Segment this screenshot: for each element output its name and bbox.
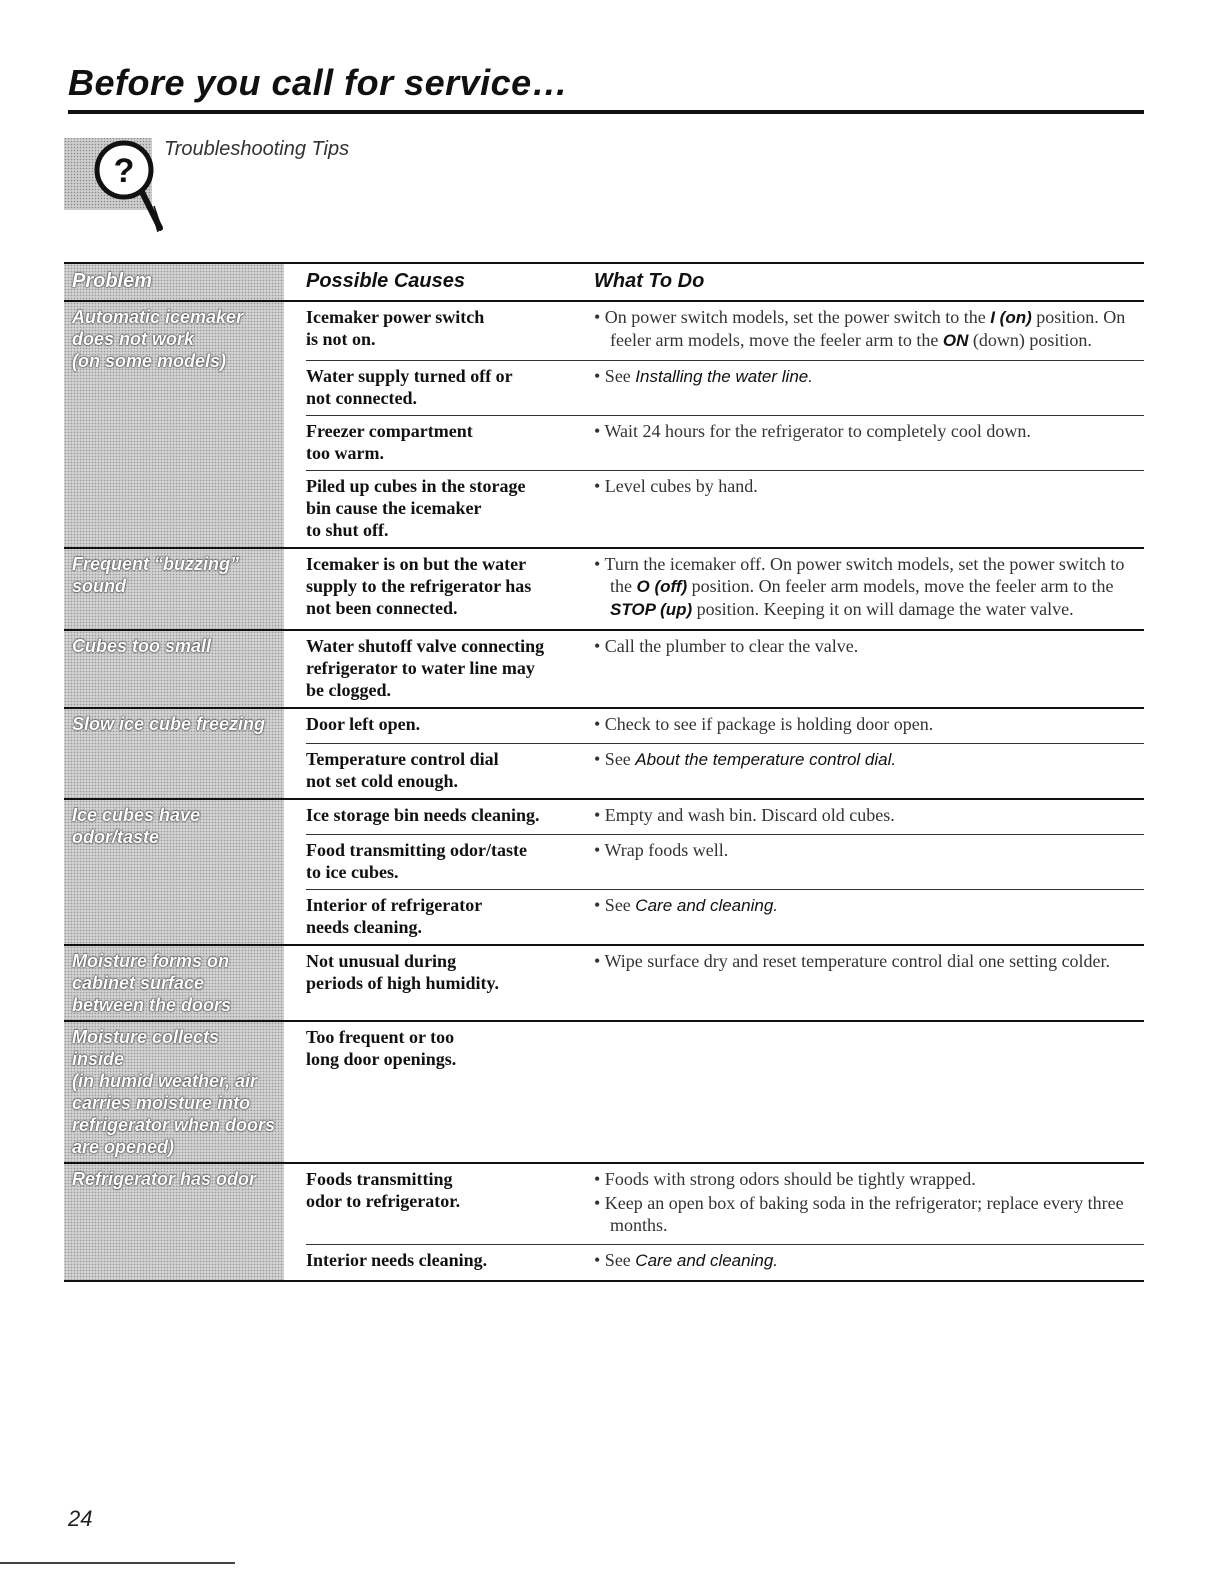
page-number: 24 [68, 1506, 93, 1531]
problem-group [64, 302, 1144, 549]
remedy-item [594, 635, 1144, 657]
problem-label: Moisture forms on cabinet surface between the doors [72, 951, 232, 1015]
problem-group [64, 1164, 1144, 1282]
page-title: Before you call for service… [68, 62, 569, 103]
cause-row [306, 709, 1144, 744]
problem-group [64, 800, 1144, 946]
what-to-do [594, 1168, 1144, 1238]
header-what-to-do: What To Do [594, 270, 705, 292]
section-reference: Care and cleaning. [635, 1251, 779, 1270]
remedy-text: • See [594, 749, 636, 769]
remedy-text: (down) position. [968, 330, 1092, 350]
section-subtitle: Troubleshooting Tips [164, 138, 350, 160]
problem-cell [64, 549, 284, 629]
problem-cell [64, 1022, 284, 1162]
problem-cell [64, 709, 284, 798]
cause-rows [284, 946, 1144, 1020]
switch-position: I (on) [990, 308, 1032, 327]
cause-row [306, 946, 1144, 1000]
remedy-item [594, 804, 1144, 826]
remedy-text: • See [594, 366, 636, 386]
section-reference: Care and cleaning. [635, 896, 779, 915]
possible-cause: Freezer compartment too warm. [306, 421, 473, 463]
cause-rows [284, 1022, 1144, 1162]
possible-cause: Door left open. [306, 714, 421, 734]
problem-cell [64, 800, 284, 944]
cause-rows [284, 549, 1144, 629]
remedy-item [594, 553, 1144, 621]
what-to-do [594, 420, 1144, 464]
problem-group [64, 549, 1144, 631]
remedy-text: position. Keeping it on will damage the water valve. [692, 599, 1074, 619]
possible-cause: Interior needs cleaning. [306, 1250, 488, 1270]
problem-label: Ice cubes have odor/taste [72, 805, 201, 847]
problem-groups [64, 302, 1144, 1282]
possible-cause: Interior of refrigerator needs cleaning. [306, 895, 483, 937]
title-rule [68, 110, 1144, 114]
troubleshooting-magnifier-icon [64, 128, 176, 250]
remedy-text: • Turn the icemaker off. On power switch models, set the power switch to the [594, 554, 1125, 596]
header-problem: Problem [72, 270, 153, 292]
problem-group [64, 709, 1144, 800]
cause-rows [284, 631, 1144, 707]
remedy-item [594, 748, 1144, 771]
what-to-do [594, 713, 1144, 737]
remedy-item [594, 365, 1144, 388]
what-to-do [594, 306, 1144, 354]
cause-row [306, 631, 1144, 707]
cause-row [306, 302, 1144, 361]
remedy-item [594, 420, 1144, 442]
remedy-text: • Wait 24 hours for the refrigerator to completely cool down. [594, 421, 1031, 441]
remedy-item [594, 306, 1144, 352]
what-to-do [594, 839, 1144, 883]
remedy-item [594, 894, 1144, 917]
what-to-do [594, 804, 1144, 828]
possible-cause: Temperature control dial not set cold enough. [306, 749, 499, 791]
possible-cause: Ice storage bin needs cleaning. [306, 805, 540, 825]
possible-cause: Food transmitting odor/taste to ice cubes. [306, 840, 527, 882]
possible-cause: Too frequent or too long door openings. [306, 1027, 457, 1069]
remedy-text: • Level cubes by hand. [594, 476, 758, 496]
problem-group [64, 946, 1144, 1022]
switch-position: ON [942, 331, 969, 350]
remedy-item [594, 1168, 1144, 1190]
what-to-do [594, 553, 1144, 623]
problem-label: Automatic icemaker does not work (on some models) [72, 307, 244, 371]
table-header [64, 262, 1144, 302]
remedy-text: • Wipe surface dry and reset temperature control dial one setting colder. [594, 951, 1111, 971]
problem-group [64, 631, 1144, 709]
cause-rows [284, 709, 1144, 798]
remedy-text: • Empty and wash bin. Discard old cubes. [594, 805, 895, 825]
problem-cell [64, 1164, 284, 1280]
switch-position: O (off) [636, 577, 688, 596]
troubleshooting-table [64, 262, 1144, 1282]
problem-label: Cubes too small [72, 636, 212, 656]
cause-row [306, 800, 1144, 835]
possible-cause: Icemaker is on but the water supply to the refrigerator has not been connected. [306, 554, 532, 618]
what-to-do [594, 1249, 1144, 1274]
footer-rule [0, 1562, 235, 1564]
remedy-item [594, 1249, 1144, 1272]
remedy-text: position. On feeler arm models, move the feeler arm to the [610, 307, 1126, 350]
what-to-do [594, 365, 1144, 409]
what-to-do [594, 894, 1144, 938]
remedy-text: • Call the plumber to clear the valve. [594, 636, 859, 656]
possible-cause: Water supply turned off or not connected. [306, 366, 513, 408]
remedy-text: • See [594, 1250, 636, 1270]
svg-text:?: ? [113, 152, 135, 190]
remedy-text: • On power switch models, set the power switch to the [594, 307, 991, 327]
possible-cause: Not unusual during periods of high humidity. [306, 951, 500, 993]
header-possible-causes: Possible Causes [306, 270, 465, 292]
switch-position: STOP (up) [610, 600, 693, 619]
possible-cause: Water shutoff valve connecting refrigerator to water line may be clogged. [306, 636, 545, 700]
remedy-text: • Check to see if package is holding door open. [594, 714, 934, 734]
problem-cell [64, 631, 284, 707]
cause-row [306, 1164, 1144, 1245]
remedy-item [594, 1192, 1144, 1236]
what-to-do [594, 748, 1144, 792]
possible-cause: Foods transmitting odor to refrigerator. [306, 1169, 461, 1211]
what-to-do [594, 950, 1144, 994]
cause-row [306, 1245, 1144, 1280]
cause-rows [284, 800, 1144, 944]
cause-row [306, 890, 1144, 944]
remedy-item [594, 950, 1144, 972]
possible-cause: Piled up cubes in the storage bin cause the icemaker to shut off. [306, 476, 526, 540]
cause-row [306, 549, 1144, 629]
what-to-do [594, 635, 1144, 701]
cause-row [306, 1022, 1144, 1076]
problem-group [64, 1022, 1144, 1164]
remedy-text: • Keep an open box of baking soda in the refrigerator; replace every three months. [594, 1193, 1124, 1235]
problem-label: Refrigerator has odor [72, 1169, 257, 1189]
problem-cell [64, 946, 284, 1020]
remedy-text: • Wrap foods well. [594, 840, 729, 860]
section-reference: Installing the water line. [635, 367, 813, 386]
cause-row [306, 471, 1144, 547]
remedy-text: position. On feeler arm models, move the feeler arm to the [687, 576, 1114, 596]
possible-cause: Icemaker power switch is not on. [306, 307, 485, 349]
remedy-item [594, 713, 1144, 735]
cause-row [306, 361, 1144, 416]
remedy-text: • Foods with strong odors should be tightly wrapped. [594, 1169, 976, 1189]
cause-rows [284, 1164, 1144, 1280]
cause-row [306, 835, 1144, 890]
problem-label: Slow ice cube freezing [72, 714, 266, 734]
what-to-do [594, 475, 1144, 541]
problem-label: Frequent “buzzing” sound [72, 554, 239, 596]
remedy-item [594, 839, 1144, 861]
problem-cell [64, 302, 284, 547]
section-reference: About the temperature control dial. [635, 750, 897, 769]
remedy-item [594, 475, 1144, 497]
cause-row [306, 744, 1144, 798]
cause-row [306, 416, 1144, 471]
what-to-do [594, 1026, 1144, 1070]
problem-label: Moisture collects inside (in humid weather, air carries moisture into refrigerator when doors are opened) [72, 1027, 276, 1157]
remedy-text: • See [594, 895, 636, 915]
cause-rows [284, 302, 1144, 547]
